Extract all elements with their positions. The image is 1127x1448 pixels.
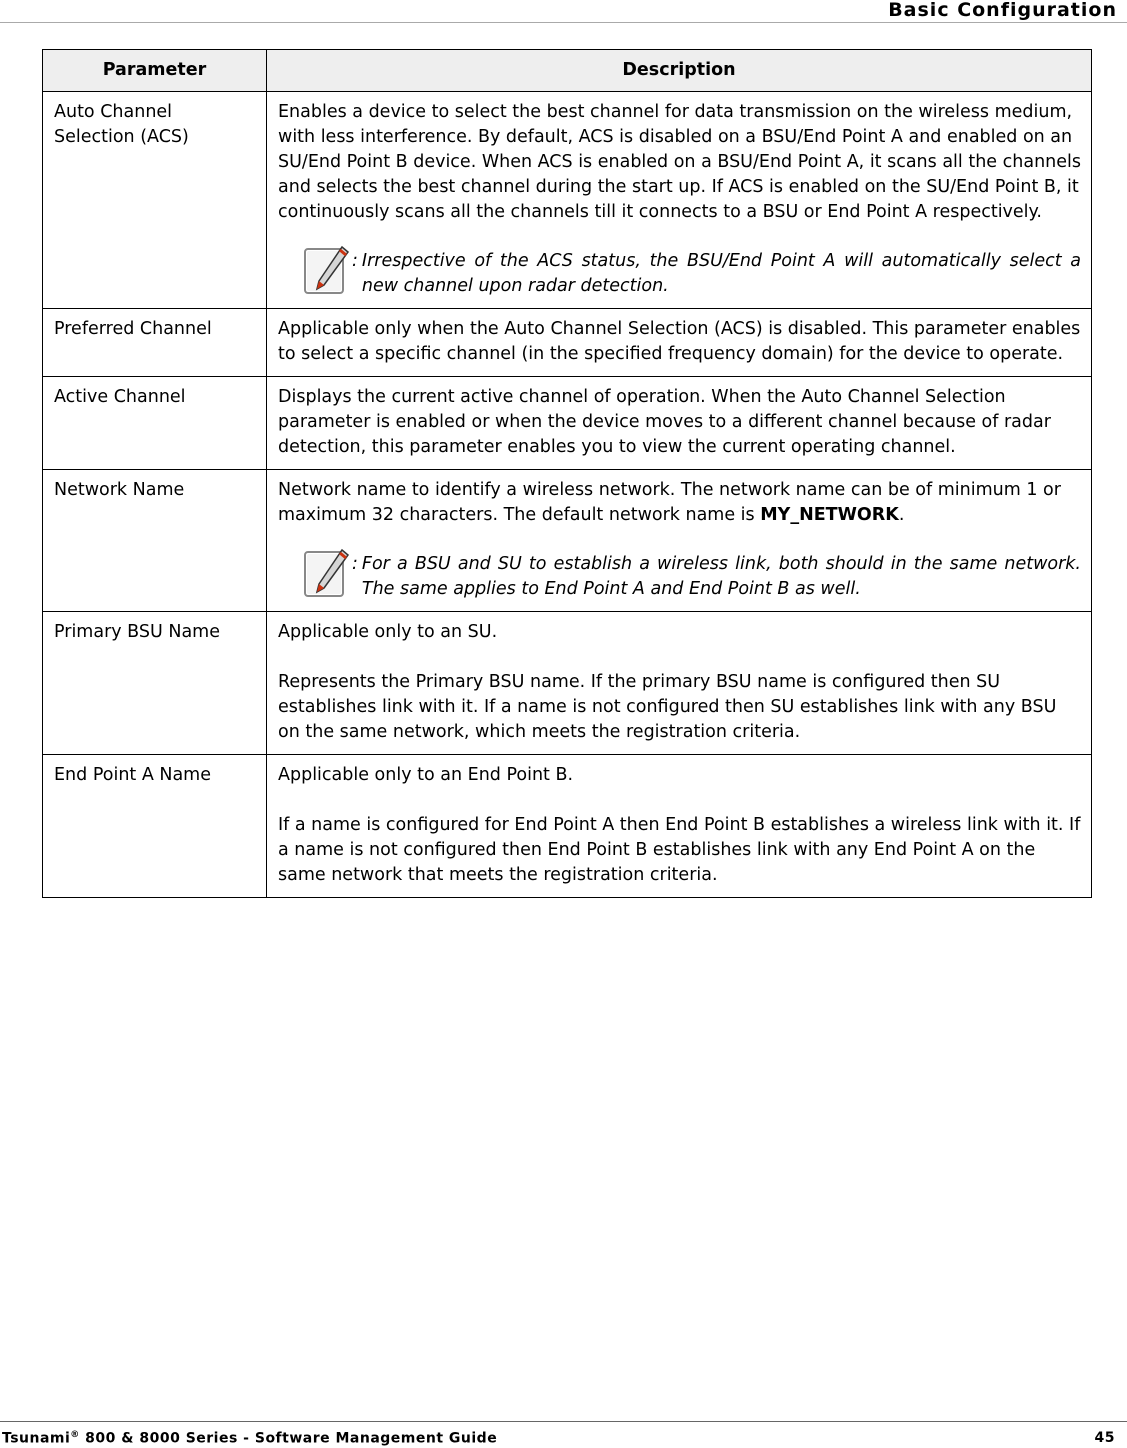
description-text	[278, 478, 1081, 528]
parameter-cell: Primary BSU Name	[43, 612, 267, 755]
parameter-cell: Preferred Channel	[43, 309, 267, 377]
description-text: Represents the Primary BSU name. If the primary BSU name is configured then SU establishes link with it. If a name is not configured then SU establishes link with any BSU on the same network, which meets the registration criteria.	[278, 672, 1057, 742]
description-text: Applicable only to an SU.	[278, 622, 498, 642]
description-cell	[267, 377, 1092, 470]
description-cell	[267, 309, 1092, 377]
registered-mark: ®	[70, 1430, 80, 1440]
notepad-pencil-icon	[302, 548, 352, 600]
description-cell	[267, 92, 1092, 309]
note-text: For a BSU and SU to establish a wireless link, both should in the same network. The same applies to End Point A and End Point B as well.	[361, 554, 1081, 599]
table-header-row	[43, 50, 1092, 92]
notepad-pencil-icon	[302, 245, 352, 297]
default-network-name: MY_NETWORK	[760, 505, 899, 525]
description-text: Applicable only to an End Point B.	[278, 765, 574, 785]
description-cell	[267, 470, 1092, 612]
guide-title	[2, 1430, 497, 1447]
parameter-table	[42, 49, 1092, 898]
description-text: Applicable only when the Auto Channel Selection (ACS) is disabled. This parameter enables to select a specific channel (in the specified frequency domain) for the device to operate.	[278, 319, 1081, 364]
column-header-description: Description	[267, 50, 1092, 92]
parameter-cell: Auto Channel Selection (ACS)	[43, 92, 267, 309]
description-text: Enables a device to select the best channel for data transmission on the wireless medium, with less interference. By default, ACS is disabled on a BSU/End Point A and enabled on an SU/End Point B device. When ACS is enabled on a BSU/End Point A, it scans all the channels and selects the best channel during the start up. If ACS is enabled on the SU/End Point B, it continuously scans all the channels till it connects to a BSU or End Point A respectively.	[278, 102, 1081, 222]
table-row	[43, 92, 1092, 309]
description-text: If a name is configured for End Point A then End Point B establishes a wireless link with it. If a name is not configured then End Point B establishes link with any End Point A on the same network that meets the registration criteria.	[278, 815, 1081, 885]
table-row	[43, 612, 1092, 755]
product-name: Tsunami	[2, 1430, 71, 1447]
page-header	[0, 0, 1127, 23]
description-text: Displays the current active channel of operation. When the Auto Channel Selection parameter is enabled or when the device moves to a different channel because of radar detection, this parameter enables you to view the current operating channel.	[278, 387, 1051, 457]
page-footer	[0, 1421, 1127, 1448]
table-row	[43, 755, 1092, 898]
guide-subtitle: 800 & 8000 Series - Software Management Guide	[79, 1430, 498, 1447]
parameter-cell: End Point A Name	[43, 755, 267, 898]
description-prefix: Network name to identify a wireless network. The network name can be of minimum 1 or maximum 32 characters. The default network name is	[278, 480, 1061, 525]
description-cell	[267, 612, 1092, 755]
note-text: Irrespective of the ACS status, the BSU/End Point A will automatically select a new channel upon radar detection.	[361, 251, 1081, 296]
parameter-cell: Active Channel	[43, 377, 267, 470]
page-number: 45	[1094, 1430, 1115, 1446]
table-row	[43, 377, 1092, 470]
description-suffix: .	[898, 505, 905, 525]
table-row	[43, 470, 1092, 612]
note-block: : Irrespective of the ACS status, the BSU/End Point A will automatically select a new channel upon radar detection.	[278, 249, 1081, 299]
table-row	[43, 309, 1092, 377]
parameter-cell: Network Name	[43, 470, 267, 612]
column-header-parameter: Parameter	[43, 50, 267, 92]
note-block: : For a BSU and SU to establish a wireless link, both should in the same network. The same applies to End Point A and End Point B as well.	[278, 552, 1081, 602]
section-title: Basic Configuration	[888, 0, 1117, 21]
description-cell	[267, 755, 1092, 898]
